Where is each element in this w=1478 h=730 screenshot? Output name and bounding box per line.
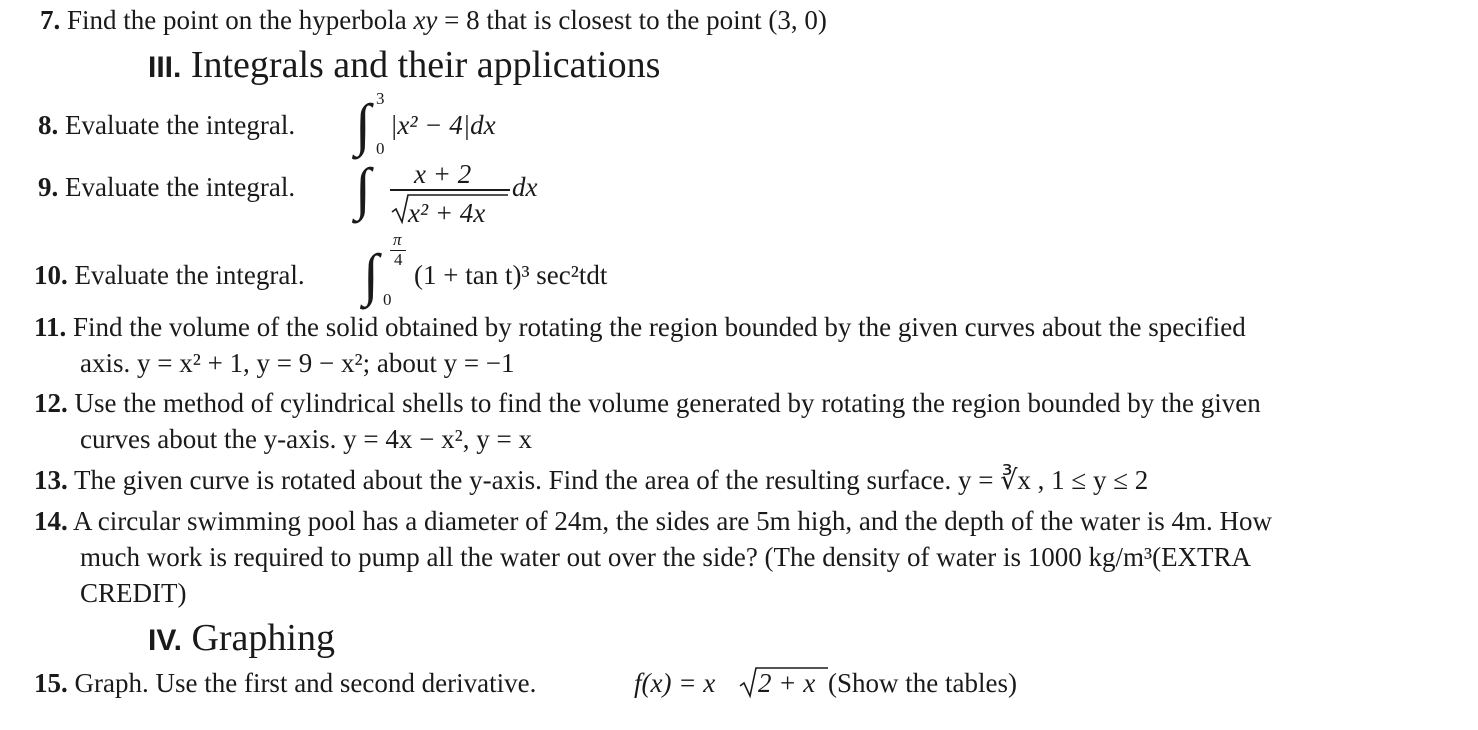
question-text: Evaluate the integral. bbox=[65, 110, 296, 140]
question-7 bbox=[40, 4, 827, 36]
integral-sign: ∫ bbox=[363, 242, 379, 307]
question-8 bbox=[38, 109, 295, 141]
upper-limit-numerator: π bbox=[393, 230, 402, 249]
integral-sign: ∫ bbox=[355, 156, 371, 221]
question-text-tail: (Show the tables) bbox=[828, 668, 1017, 698]
question-number: 10. bbox=[34, 260, 68, 290]
question-15 bbox=[34, 667, 536, 699]
question-text: Graph. Use the first and second derivative. bbox=[74, 668, 537, 698]
question-text: Evaluate the integral. bbox=[65, 172, 296, 202]
section-title: Integrals and their applications bbox=[190, 44, 661, 86]
radicand: 2 + x bbox=[758, 668, 816, 698]
question-9 bbox=[38, 171, 295, 203]
section-roman: III. bbox=[148, 51, 182, 84]
question-text-line1: Find the volume of the solid obtained by rotating the region bounded by the given curves about the specified bbox=[73, 312, 1246, 342]
equation: xy bbox=[413, 5, 438, 35]
question-14 bbox=[34, 505, 1272, 537]
question-14-line2: much work is required to pump all the water out over the side? (The density of water is 1000 kg/m³(EXTRA bbox=[80, 542, 1252, 572]
section-heading-3 bbox=[148, 43, 660, 90]
question-number: 15. bbox=[34, 668, 68, 698]
section-heading-4 bbox=[148, 616, 335, 663]
question-text: Find the point on the hyperbola bbox=[67, 5, 414, 35]
question-number: 7. bbox=[40, 5, 61, 35]
question-13 bbox=[34, 464, 1148, 496]
differential: dx bbox=[512, 172, 538, 202]
question-text-line1: A circular swimming pool has a diameter of 24m, the sides are 5m high, and the depth of the water is 4m. How bbox=[73, 506, 1272, 536]
question-number: 11. bbox=[34, 312, 67, 342]
function-lhs: f(x) = x bbox=[634, 668, 716, 698]
fraction-bar bbox=[390, 189, 510, 191]
question-number: 14. bbox=[34, 506, 68, 536]
question-12 bbox=[34, 387, 1261, 419]
question-text: The given curve is rotated about the y-axis. Find the area of the resulting surface. y = ∛x , 1 ≤ y ≤ 2 bbox=[74, 465, 1149, 495]
denominator: x² + 4x bbox=[408, 198, 486, 228]
integrand: (1 + tan t)³ sec²tdt bbox=[414, 260, 608, 290]
section-roman: IV. bbox=[148, 624, 182, 657]
lower-limit: 0 bbox=[376, 139, 385, 158]
lower-limit: 0 bbox=[383, 290, 392, 309]
question-number: 13. bbox=[34, 465, 68, 495]
question-text-tail: = 8 that is closest to the point (3, 0) bbox=[437, 5, 827, 35]
question-text: Evaluate the integral. bbox=[74, 260, 305, 290]
question-11 bbox=[34, 311, 1246, 343]
upper-limit: 3 bbox=[376, 89, 385, 108]
question-12-line2: curves about the y-axis. y = 4x − x², y = x bbox=[80, 424, 532, 454]
question-number: 9. bbox=[38, 172, 59, 202]
question-number: 12. bbox=[34, 388, 68, 418]
integrand: |x² − 4|dx bbox=[390, 110, 496, 140]
section-title: Graphing bbox=[191, 617, 335, 659]
upper-limit-denominator: 4 bbox=[394, 250, 403, 269]
question-text-line1: Use the method of cylindrical shells to find the volume generated by rotating the region bounded by the given bbox=[74, 388, 1261, 418]
question-number: 8. bbox=[38, 110, 59, 140]
numerator: x + 2 bbox=[414, 159, 472, 189]
integral-sign: ∫ bbox=[355, 92, 371, 157]
question-14-line3: CREDIT) bbox=[80, 578, 187, 608]
question-11-line2: axis. y = x² + 1, y = 9 − x²; about y = −1 bbox=[80, 348, 515, 378]
question-10 bbox=[34, 259, 305, 291]
